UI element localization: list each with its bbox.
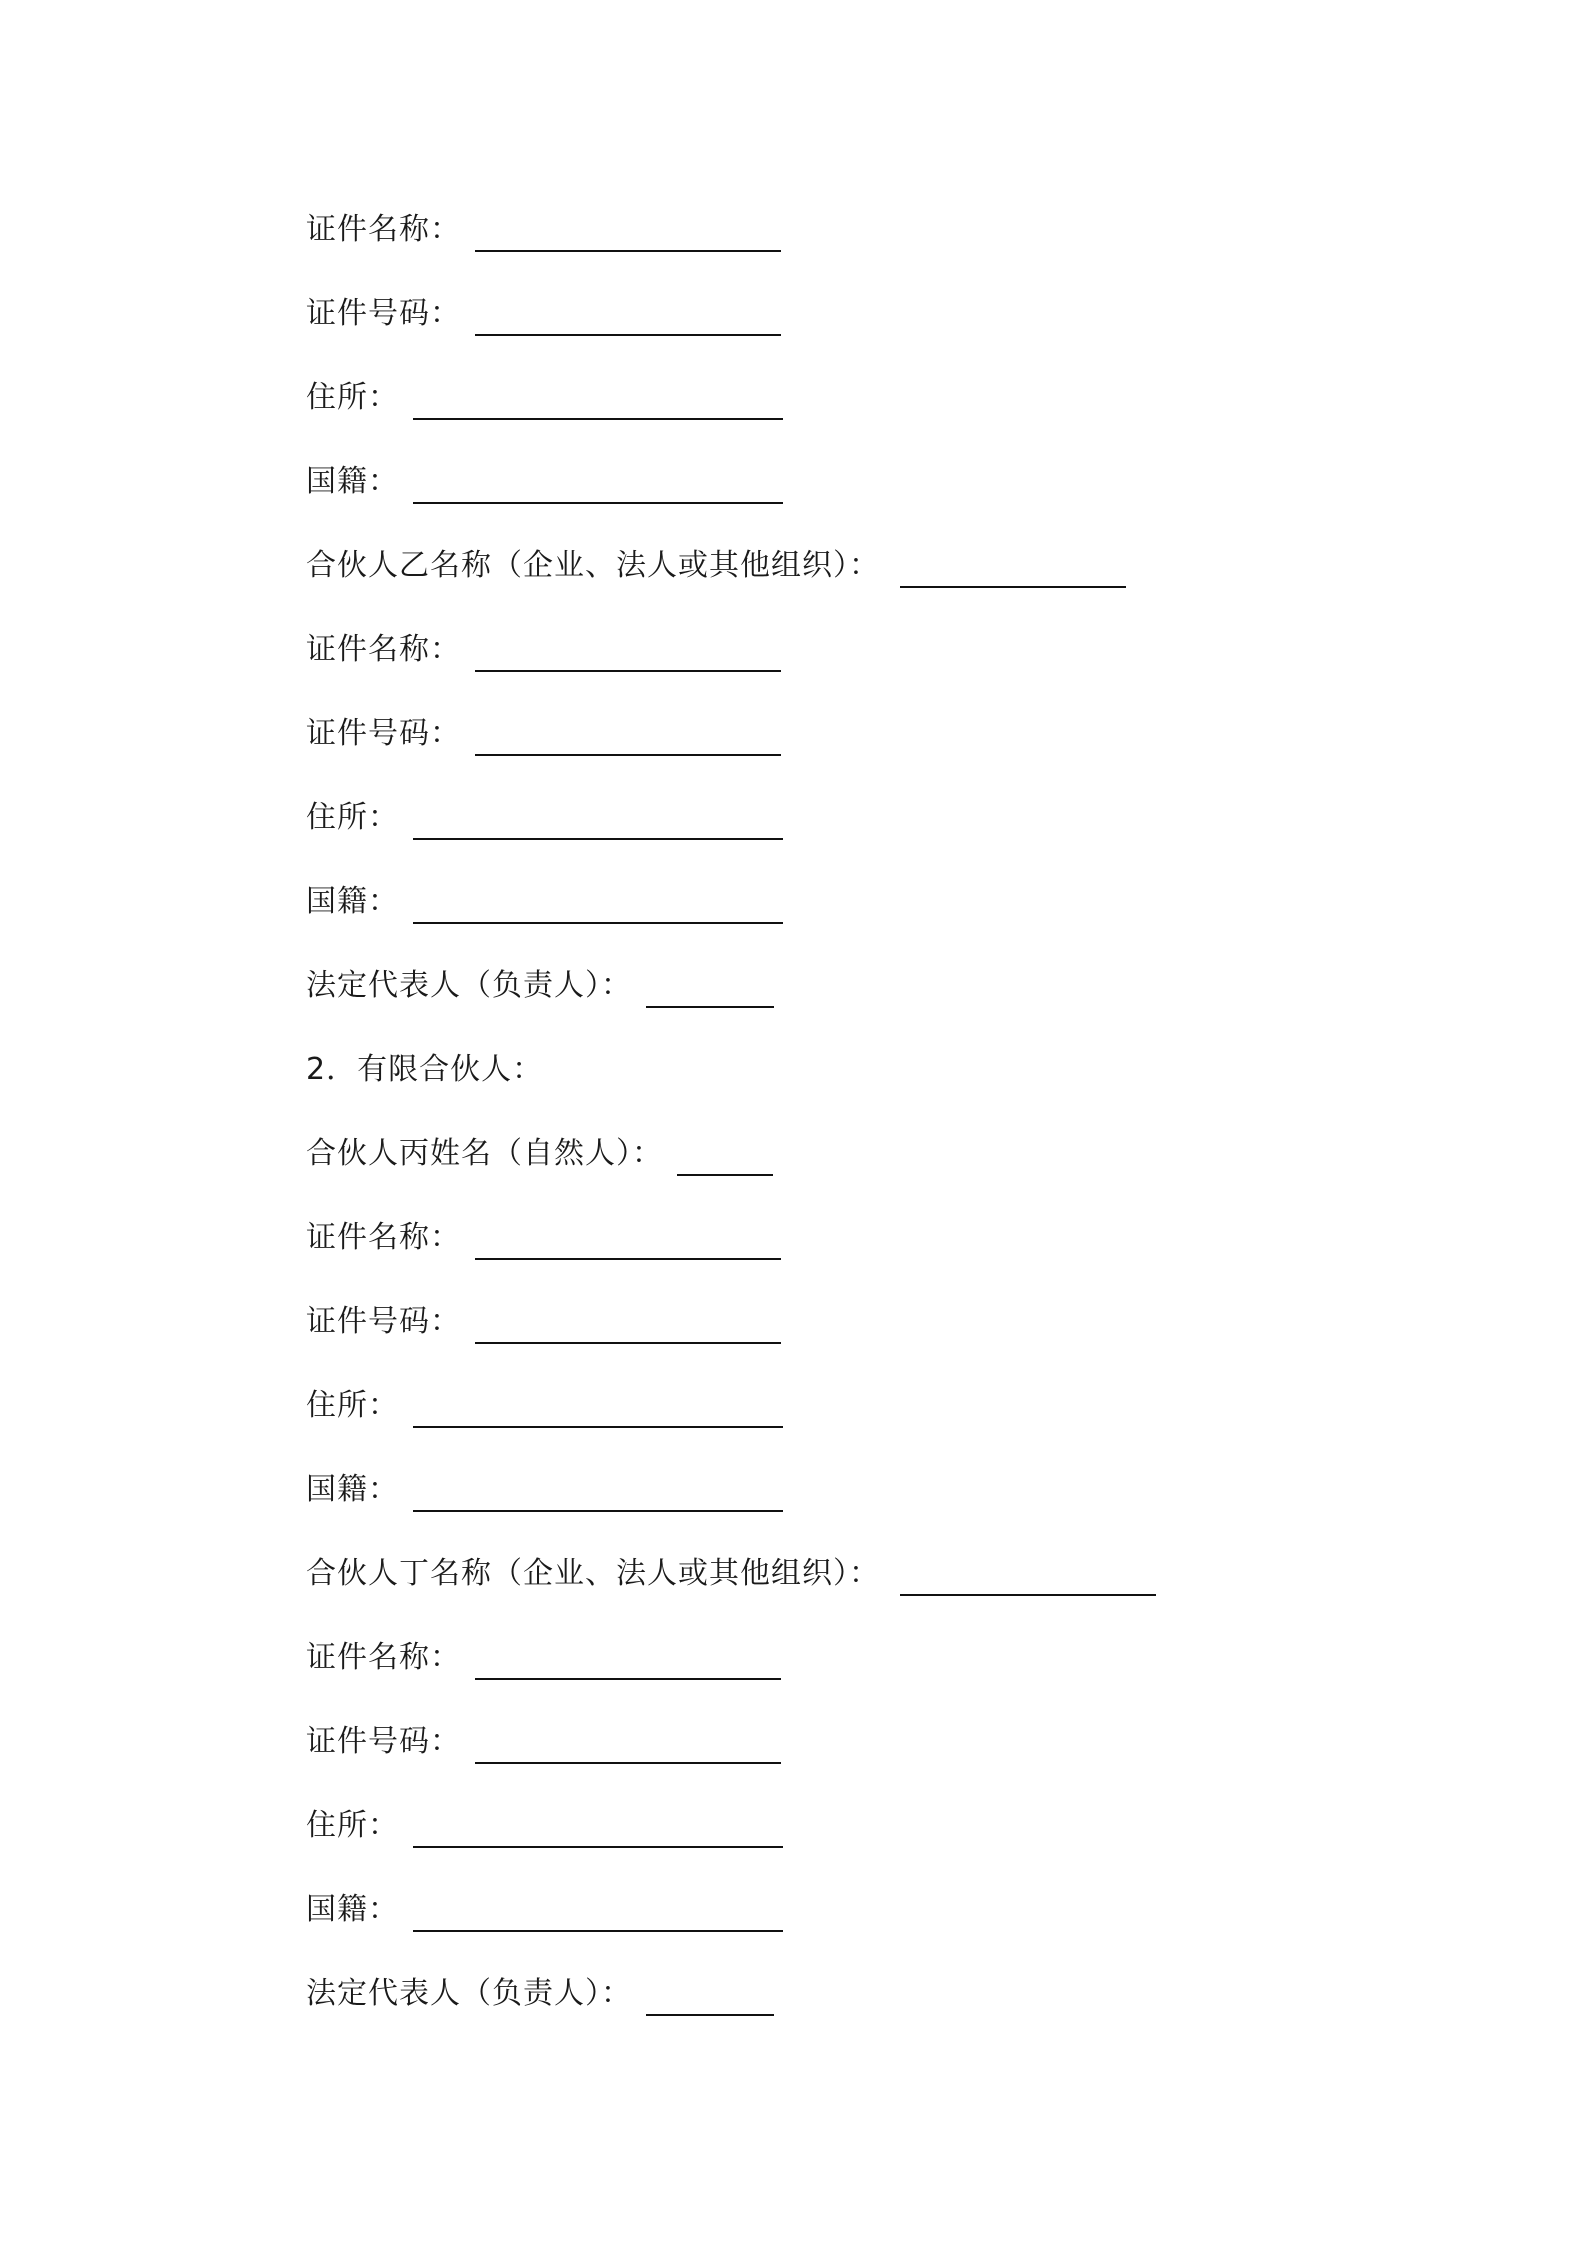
- partner-d-nationality-row: [306, 1850, 783, 1934]
- legal-rep-blank[interactable]: [646, 2014, 774, 2016]
- partner-a-nationality-row: [306, 422, 783, 506]
- field-label: 证件号码：: [306, 1724, 461, 1759]
- limited-partners-heading-row: [306, 1010, 543, 1094]
- address-blank[interactable]: [413, 418, 783, 420]
- field-label: 证件号码：: [306, 296, 461, 331]
- field-label: 法定代表人（负责人）：: [306, 968, 632, 1003]
- partner-b-cert-name-row: [306, 590, 781, 674]
- partner-b-name-blank[interactable]: [900, 586, 1126, 588]
- partner-a-address-row: [306, 338, 783, 422]
- field-label: 住所：: [306, 380, 399, 415]
- cert-name-blank[interactable]: [475, 670, 781, 672]
- partner-d-cert-name-row: [306, 1598, 781, 1682]
- field-label: 证件名称：: [306, 212, 461, 247]
- partner-c-nationality-row: [306, 1430, 783, 1514]
- field-label: 合伙人丙姓名（自然人）：: [306, 1136, 663, 1171]
- field-label: 法定代表人（负责人）：: [306, 1976, 632, 2011]
- field-label: 证件名称：: [306, 1220, 461, 1255]
- partner-b-cert-number-row: [306, 674, 781, 758]
- cert-number-blank[interactable]: [475, 1762, 781, 1764]
- partner-c-address-row: [306, 1346, 783, 1430]
- field-label: 住所：: [306, 1808, 399, 1843]
- partner-c-cert-name-row: [306, 1178, 781, 1262]
- partner-b-name-row: [306, 506, 1126, 590]
- field-label: 住所：: [306, 1388, 399, 1423]
- partner-a-cert-number-row: [306, 254, 781, 338]
- nationality-blank[interactable]: [413, 1930, 783, 1932]
- partner-b-legal-rep-row: [306, 926, 774, 1010]
- nationality-blank[interactable]: [413, 502, 783, 504]
- address-blank[interactable]: [413, 1846, 783, 1848]
- partner-d-name-blank[interactable]: [900, 1594, 1156, 1596]
- field-label: 国籍：: [306, 1892, 399, 1927]
- cert-number-blank[interactable]: [475, 754, 781, 756]
- section-heading: 2．有限合伙人：: [306, 1052, 544, 1087]
- nationality-blank[interactable]: [413, 922, 783, 924]
- field-label: 国籍：: [306, 464, 399, 499]
- partner-d-legal-rep-row: [306, 1934, 774, 2018]
- partner-a-cert-name-row: [306, 170, 781, 254]
- field-label: 合伙人乙名称（企业、法人或其他组织）：: [306, 548, 880, 583]
- partner-c-name-row: [306, 1094, 773, 1178]
- field-label: 证件名称：: [306, 1640, 461, 1675]
- address-blank[interactable]: [413, 1426, 783, 1428]
- nationality-blank[interactable]: [413, 1510, 783, 1512]
- field-label: 证件号码：: [306, 1304, 461, 1339]
- partner-d-cert-number-row: [306, 1682, 781, 1766]
- field-label: 国籍：: [306, 1472, 399, 1507]
- partner-c-cert-number-row: [306, 1262, 781, 1346]
- cert-name-blank[interactable]: [475, 1258, 781, 1260]
- partner-c-name-blank[interactable]: [677, 1174, 773, 1176]
- cert-number-blank[interactable]: [475, 1342, 781, 1344]
- cert-name-blank[interactable]: [475, 250, 781, 252]
- legal-rep-blank[interactable]: [646, 1006, 774, 1008]
- field-label: 住所：: [306, 800, 399, 835]
- cert-name-blank[interactable]: [475, 1678, 781, 1680]
- partner-d-address-row: [306, 1766, 783, 1850]
- cert-number-blank[interactable]: [475, 334, 781, 336]
- field-label: 合伙人丁名称（企业、法人或其他组织）：: [306, 1556, 880, 1591]
- field-label: 国籍：: [306, 884, 399, 919]
- partner-b-address-row: [306, 758, 783, 842]
- field-label: 证件名称：: [306, 632, 461, 667]
- partner-b-nationality-row: [306, 842, 783, 926]
- partner-d-name-row: [306, 1514, 1156, 1598]
- address-blank[interactable]: [413, 838, 783, 840]
- field-label: 证件号码：: [306, 716, 461, 751]
